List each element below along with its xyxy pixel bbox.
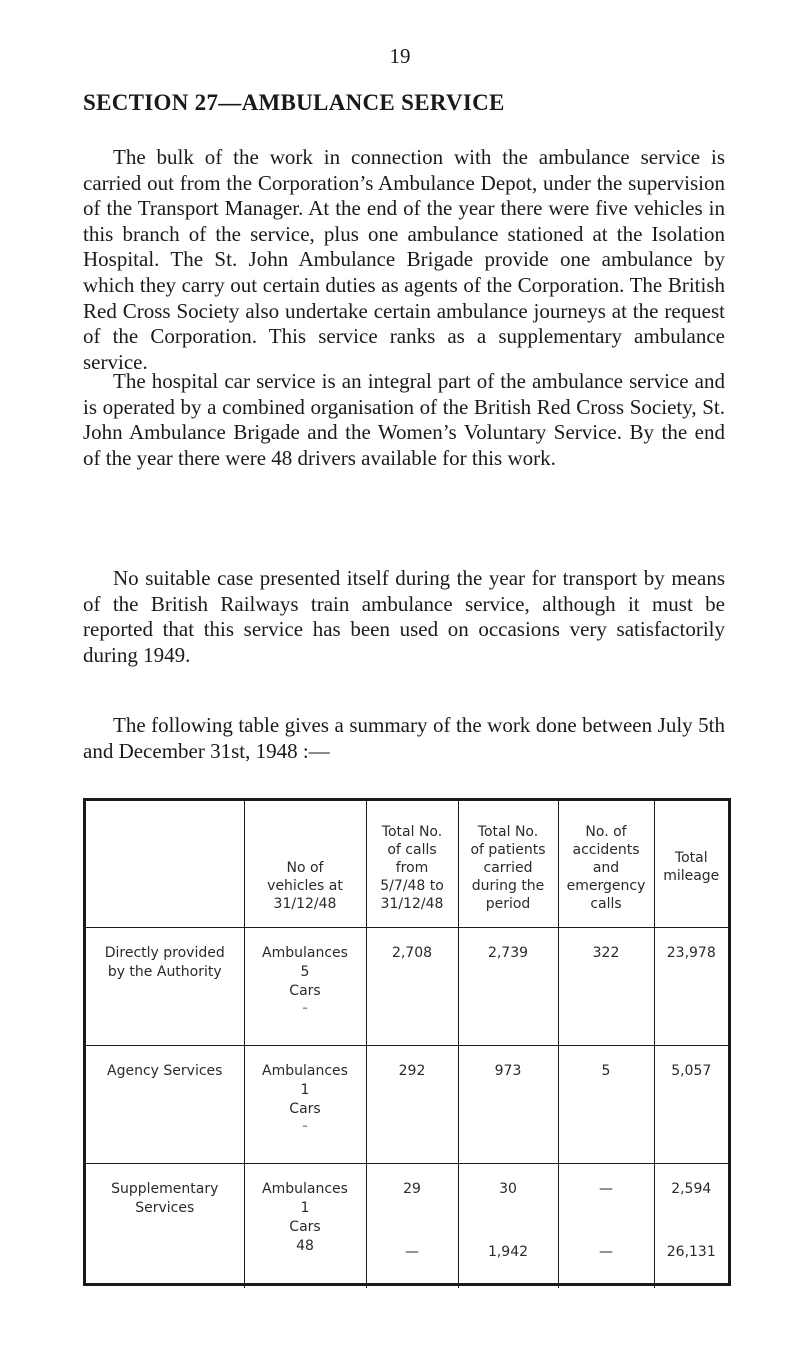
page-number: 19	[389, 44, 411, 68]
row-mileage: 2,594 26,131	[654, 1164, 728, 1289]
row-calls: 2,708	[366, 928, 458, 1046]
row-label: Directly provided by the Authority	[86, 928, 244, 1046]
paragraph-ambulance-depot: The bulk of the work in connection with the ambulance service is carried out from the Corporation’s Ambulance Depot, under the supervision of the Transport Manager. At the end of the year there were five vehicles in this branch of the service, plus one ambulance stationed at the Isolation Hospital. The St. John Ambulance Brigade provide one ambulance by which they carry out certain duties as agents of the Corporation. The British Red Cross Society also undertake certain ambulance journeys at the request of the Corporation. This service ranks as a supplementary ambulance service.	[83, 145, 725, 374]
header-vehicles: No of vehicles at 31/12/48	[244, 801, 366, 928]
row-mileage: 23,978	[654, 928, 728, 1046]
row-patients: 973	[458, 1046, 558, 1164]
row-label: Agency Services	[86, 1046, 244, 1164]
row-calls: 292	[366, 1046, 458, 1164]
table-row	[86, 1046, 728, 1164]
paragraph-railway-ambulance: No suitable case presented itself during the year for transport by means of the British Railways train ambulance service, although it must be reported that this service has been used on occasions very satisfactorily during 1949.	[83, 566, 725, 667]
table-header-row	[86, 801, 728, 928]
paragraph-table-intro: The following table gives a summary of the work done between July 5th and December 31st, 1948 :—	[83, 713, 725, 763]
paragraph-hospital-car-service: The hospital car service is an integral part of the ambulance service and is operated by a combined organisation of the British Red Cross Society, St. John Ambulance Brigade and the Women’s Voluntary Service. By the end of the year there were 48 drivers available for this work.	[83, 369, 725, 470]
header-accidents: No. of accidents and emergency calls	[558, 801, 654, 928]
row-vehicles: Ambulances 5 Cars –	[244, 928, 366, 1046]
table-row	[86, 1164, 728, 1289]
header-blank	[86, 801, 244, 928]
row-vehicles: Ambulances 1 Cars 48	[244, 1164, 366, 1289]
header-patients: Total No. of patients carried during the period	[458, 801, 558, 928]
section-title: SECTION 27—AMBULANCE SERVICE	[83, 90, 505, 115]
header-calls: Total No. of calls from 5/7/48 to 31/12/48	[366, 801, 458, 928]
row-accidents: 5	[558, 1046, 654, 1164]
row-label: Supplementary Services	[86, 1164, 244, 1289]
row-accidents: 322	[558, 928, 654, 1046]
row-patients: 30 1,942	[458, 1164, 558, 1289]
table-row	[86, 928, 728, 1046]
row-patients: 2,739	[458, 928, 558, 1046]
summary-table	[83, 798, 731, 1286]
header-mileage: Total mileage	[654, 801, 728, 928]
row-mileage: 5,057	[654, 1046, 728, 1164]
row-accidents: — —	[558, 1164, 654, 1289]
row-vehicles: Ambulances 1 Cars –	[244, 1046, 366, 1164]
row-calls: 29 —	[366, 1164, 458, 1289]
